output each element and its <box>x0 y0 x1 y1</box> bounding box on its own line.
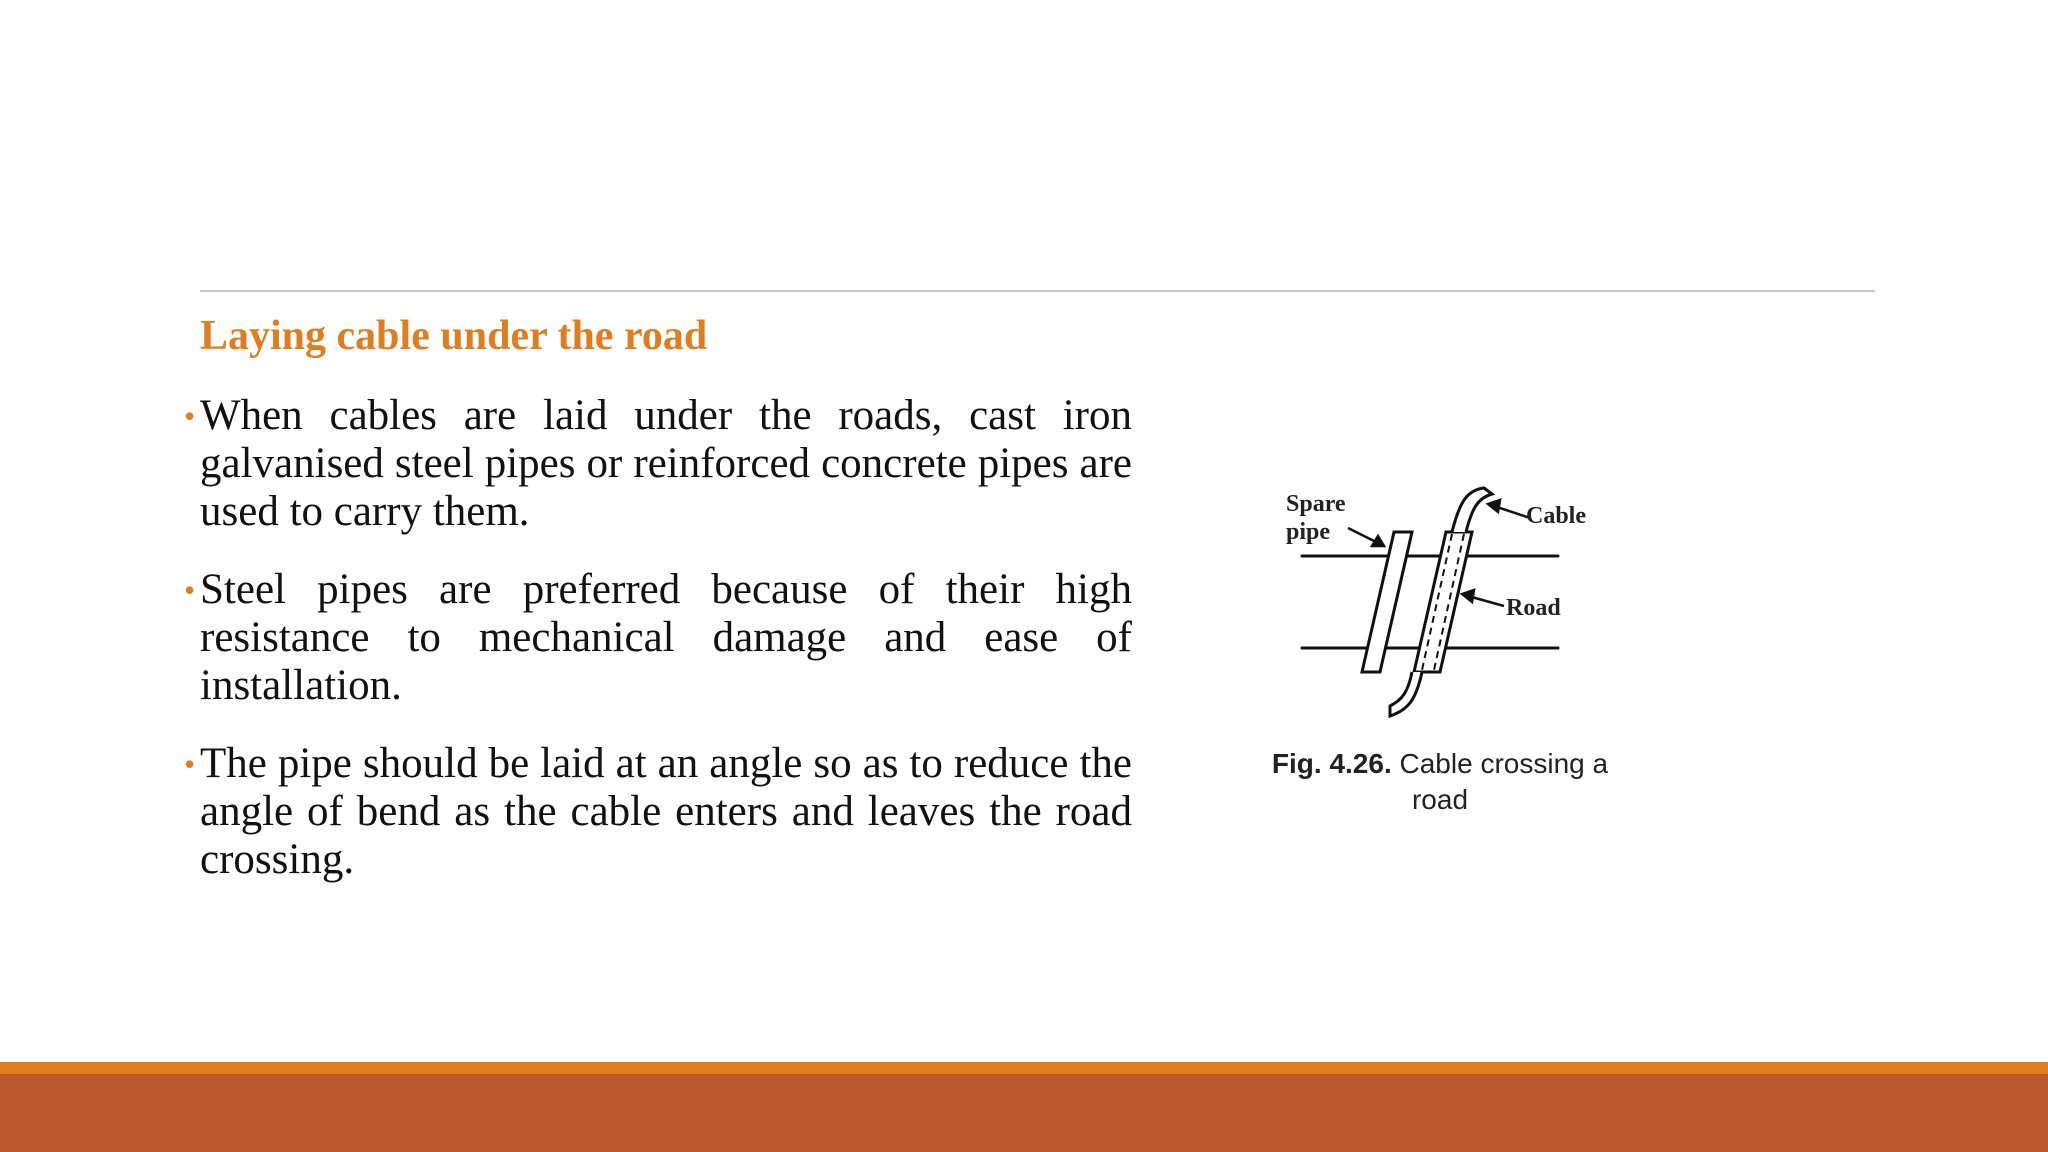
figure-caption <box>1260 746 1620 818</box>
bullet-item-2: • Steel pipes are preferred because of their high resistance to mechanical damage and ease of installation. <box>200 566 1132 710</box>
bullet-item-3: • The pipe should be laid at an angle so as to reduce the angle of bend as the cable enters and leaves the road crossing. <box>200 740 1132 884</box>
cable-bottom-bend <box>1390 672 1422 716</box>
footer-accent-stripe <box>0 1062 2048 1074</box>
figure-number: Fig. 4.26. <box>1271 748 1392 779</box>
spare-pipe-label-line1: Spare <box>1286 491 1346 517</box>
bullet-list <box>200 392 1132 914</box>
spare-pipe-shape <box>1362 532 1412 672</box>
cable-label: Cable <box>1526 503 1586 529</box>
cable-crossing-figure <box>1240 470 1640 830</box>
slide-heading: Laying cable under the road <box>200 313 708 359</box>
footer-band <box>0 1074 2048 1152</box>
top-divider <box>200 290 1875 292</box>
spare-pipe-arrowhead <box>1372 536 1384 546</box>
cable-pipe-shape <box>1414 532 1472 672</box>
road-label: Road <box>1506 595 1561 621</box>
cable-top-bend <box>1452 488 1492 532</box>
bullet-item-1: • When cables are laid under the roads, cast iron galvanised steel pipes or reinforced concrete pipes are used to carry them. <box>200 392 1132 536</box>
cable-arrowhead <box>1488 500 1500 512</box>
figure-caption-text: Cable crossing a road <box>1399 748 1609 815</box>
spare-pipe-label-line2: pipe <box>1286 519 1331 545</box>
road-arrowhead <box>1462 590 1474 602</box>
